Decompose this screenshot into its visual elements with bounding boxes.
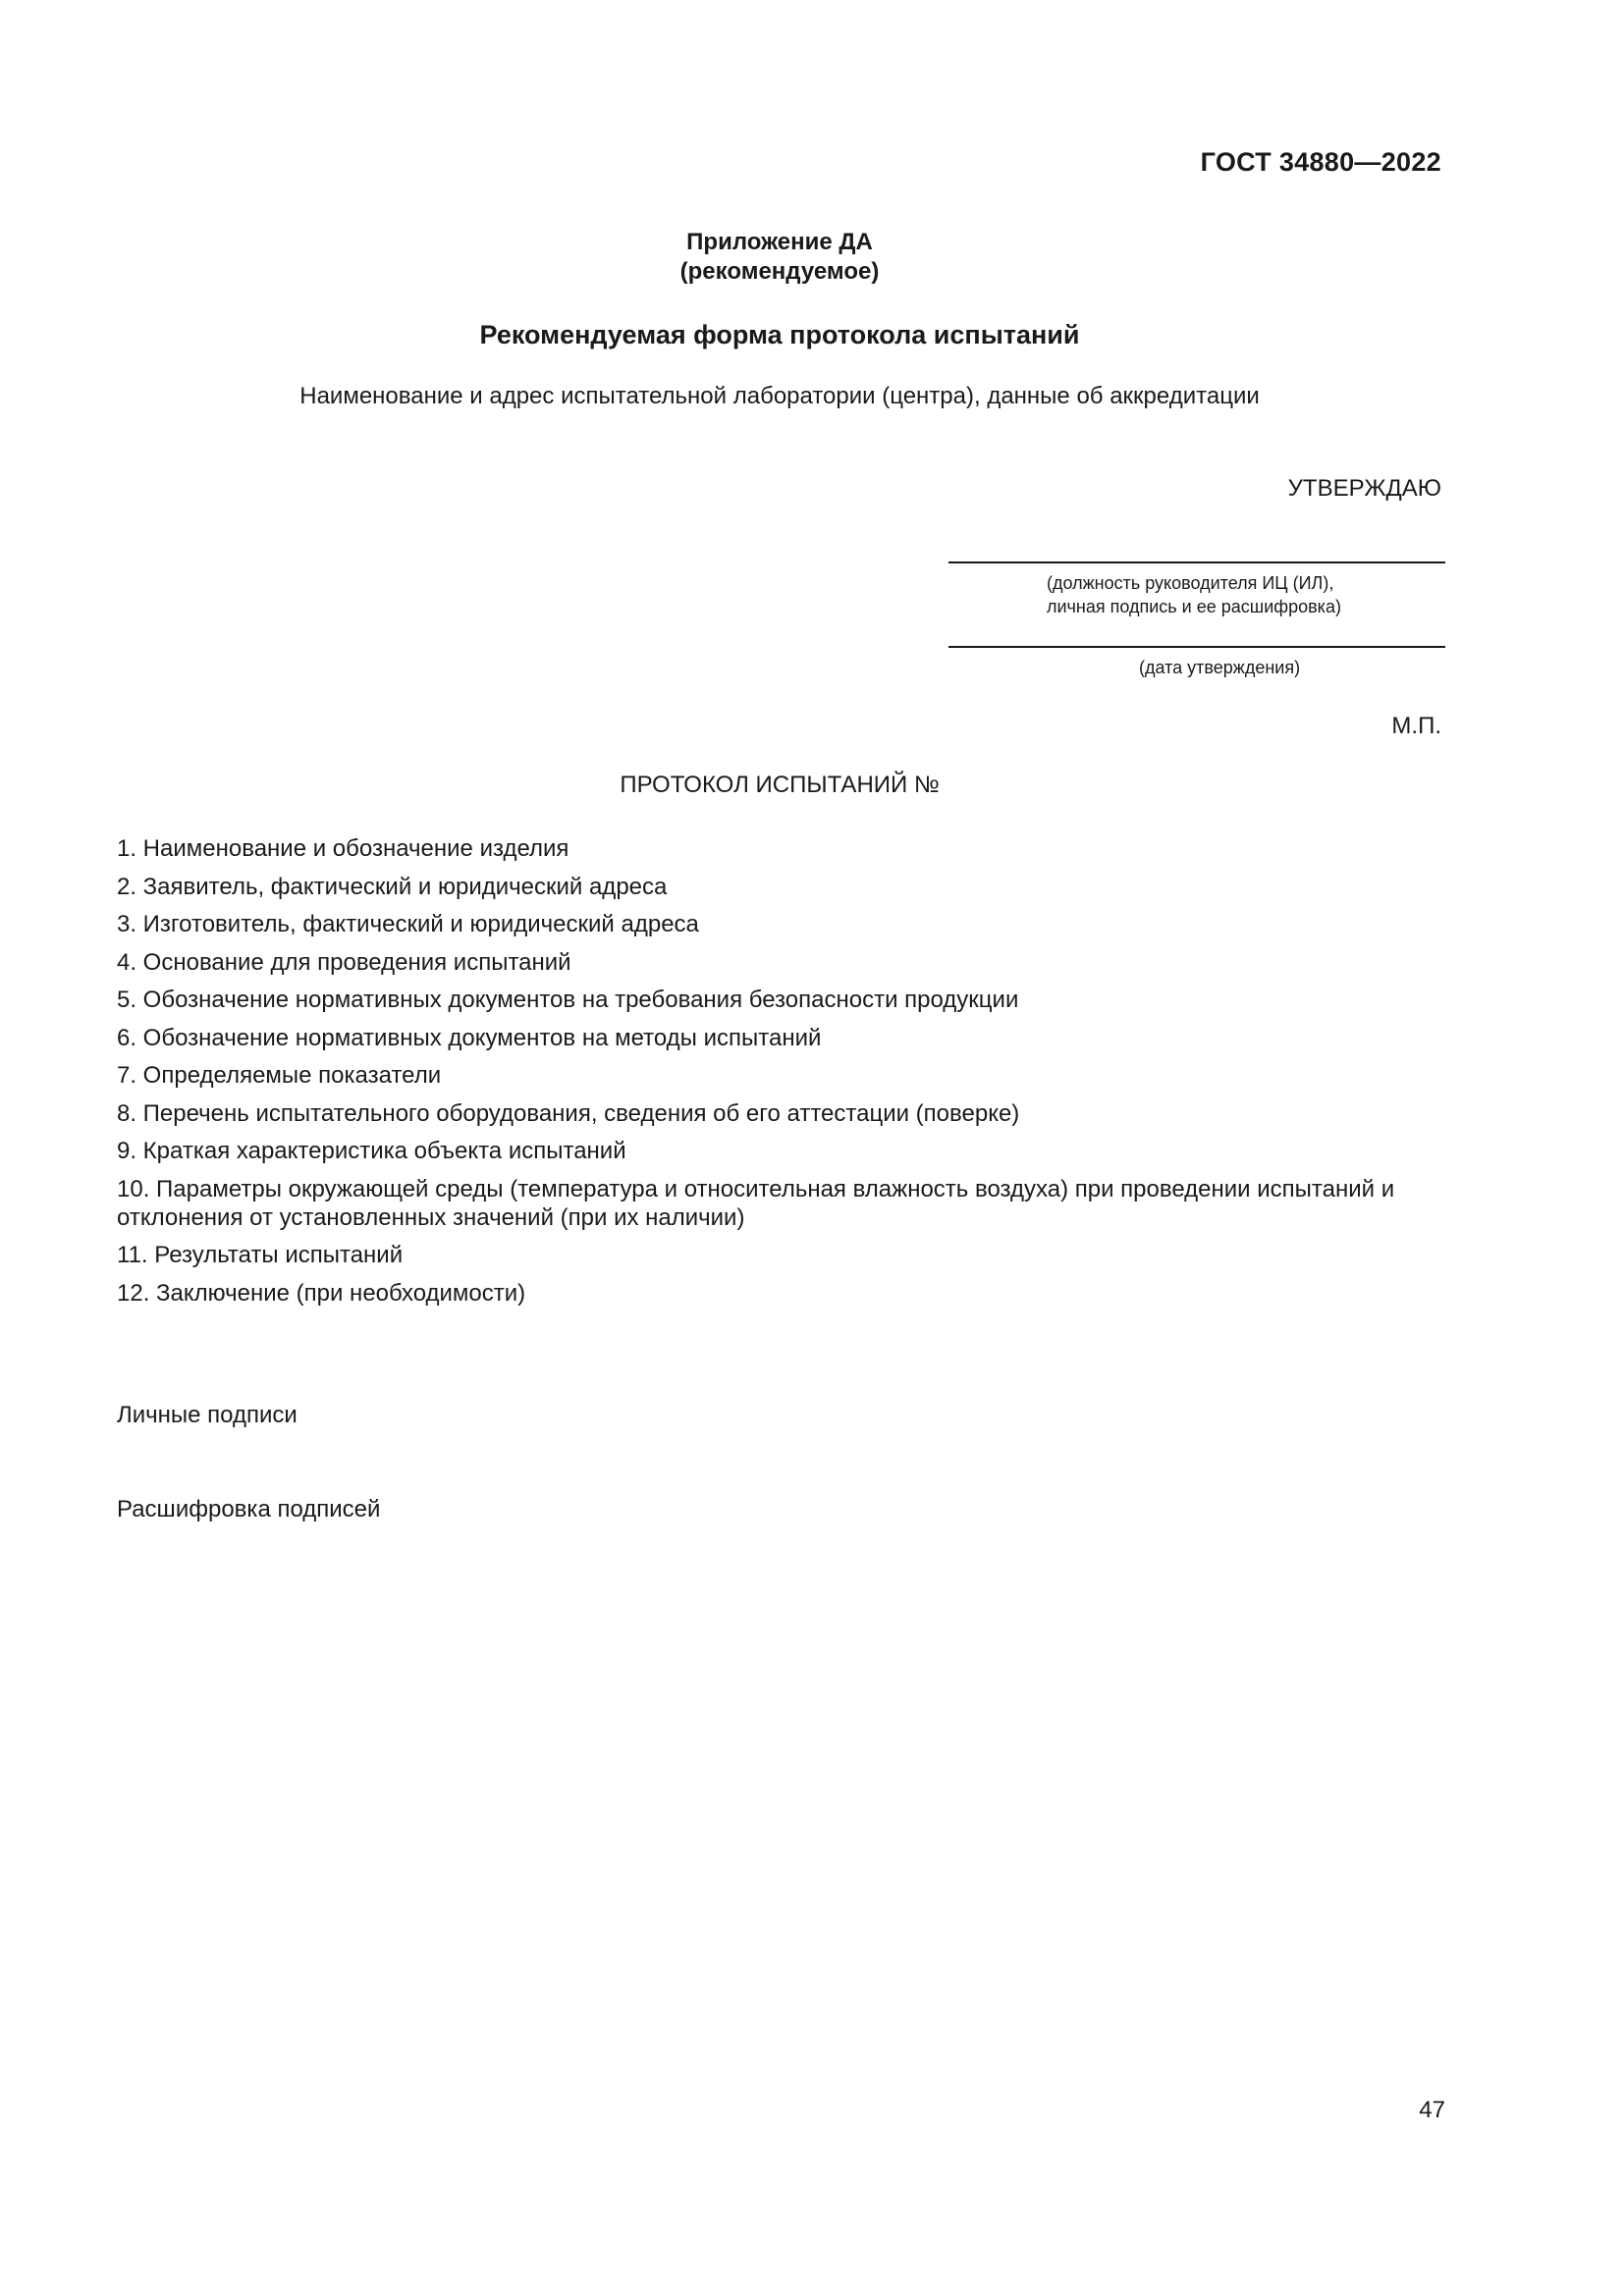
list-item: 12. Заключение (при необходимости) xyxy=(117,1279,526,1307)
list-item: 9. Краткая характеристика объекта испытаний xyxy=(117,1138,626,1164)
approve-label: УТВЕРЖДАЮ xyxy=(1287,475,1441,502)
appendix-status: (рекомендуемое) xyxy=(679,258,880,285)
form-title: Рекомендуемая форма протокола испытаний xyxy=(479,320,1080,349)
date-caption: (дата утверждения) xyxy=(1139,658,1301,677)
date-signature-line xyxy=(948,646,1445,648)
position-caption-line: личная подпись и ее расшифровка) xyxy=(1047,597,1341,616)
list-item: 8. Перечень испытательного оборудования, сведения об его аттестации (поверке) xyxy=(117,1099,1020,1127)
appendix-heading xyxy=(0,228,1559,287)
signatures-label: Личные подписи xyxy=(117,1402,298,1428)
list-item: 10. Параметры окружающей среды (температура и относительная влажность воздуха) при проведении испытаний и отклонения от установленных значений (при их наличии) xyxy=(117,1175,1395,1231)
list-item: 11. Результаты испытаний xyxy=(117,1242,404,1268)
lab-info-line: Наименование и адрес испытательной лаборатории (центра), данные об аккредитации xyxy=(299,383,1260,409)
protocol-title: ПРОТОКОЛ ИСПЫТАНИЙ № xyxy=(620,772,940,798)
signatures-decoding-label: Расшифровка подписей xyxy=(117,1496,381,1522)
position-caption-line: (должность руководителя ИЦ (ИЛ), xyxy=(1047,573,1334,593)
list-item: 1. Наименование и обозначение изделия xyxy=(117,835,569,862)
page-number: 47 xyxy=(1419,2097,1445,2123)
position-caption xyxy=(1047,571,1341,618)
list-item: 3. Изготовитель, фактический и юридический адреса xyxy=(117,911,699,937)
protocol-items-list xyxy=(117,834,1446,1316)
appendix-title: Приложение ДА xyxy=(686,229,873,255)
position-signature-line xyxy=(948,561,1445,563)
stamp-label: М.П. xyxy=(1391,713,1441,739)
document-code: ГОСТ 34880—2022 xyxy=(1200,147,1441,177)
list-item: 4. Основание для проведения испытаний xyxy=(117,948,571,976)
list-item: 6. Обозначение нормативных документов на методы испытаний xyxy=(117,1024,822,1051)
list-item: 2. Заявитель, фактический и юридический адреса xyxy=(117,873,668,900)
list-item: 7. Определяемые показатели xyxy=(117,1062,442,1089)
list-item: 5. Обозначение нормативных документов на требования безопасности продукции xyxy=(117,987,1019,1013)
